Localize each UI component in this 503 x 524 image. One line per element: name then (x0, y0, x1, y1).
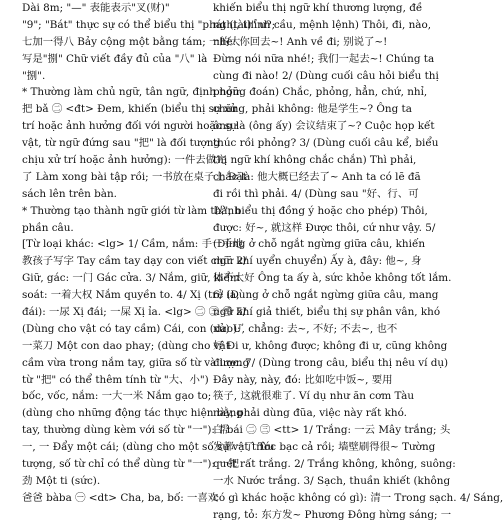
text-line: tay, thường dùng kèm với số từ "一"): 帮 (22, 424, 229, 437)
text-line: quét rất trắng. 2/ Trắng không, không, suông: (213, 458, 456, 471)
text-line: phỏng đoán) Chắc, phỏng, hẳn, chứ, nhỉ, (213, 86, 428, 99)
text-line: Đừng nói nữa nhé!; 我们一起去~! Chúng ta (213, 52, 435, 65)
text-line: khiến biểu thị ngữ khí thương lượng, đề (213, 2, 423, 14)
text-line: 一水 Nước trắng. 3/ Sạch, thuần khiết (không (213, 474, 451, 487)
text-line: * Thường tạo thành ngữ giới từ làm thành (22, 204, 241, 217)
text-line: Giữ, gác: 一门 Gác cửa. 3/ Nắm, giữ, kiểm (22, 272, 240, 285)
text-line: 筷子, 这就很难了. Ví dụ như ăn cơm Tàu (213, 390, 415, 403)
text-line: 一菜刀 Một con dao phay; (dùng cho vật (22, 339, 230, 352)
text-line: 发都一了 Tóc bạc cả rồi; 墙壁刷得很~ Tường (213, 441, 436, 454)
text-line: phần câu. (22, 221, 74, 234)
text-line: 七加一得八 Bảy cộng một bằng tám; 一的大 (22, 35, 241, 48)
text-line: 白 bái ㊁ ㊂ <tt> 1/ Trắng: 一云 Mây trắng; 头 (213, 424, 451, 437)
text-line: chắc là: 他大概已经去了~ Anh ta có lẽ đã (213, 170, 421, 183)
text-line: xử) Ư, chẳng: 去~, 不好; 不去~, 也不 (213, 322, 398, 335)
text-line: từ "把" có thể thêm tính từ "大、小") (22, 373, 209, 386)
right-column (200, 0, 503, 521)
text-line: 以", biểu thị đồng ý hoặc cho phép) Thôi, (213, 204, 428, 217)
text-line: 劲 Một ti (sức). (22, 474, 101, 487)
text-line: đái): 一尿 Xị đái; 一屎 Xị ỉa. <lg> ㊁ ㊂ ㊃ 5/ (22, 306, 247, 319)
text-line: chịu xử trí hoặc ảnh hưởng): 一件去做完 (22, 154, 227, 167)
text-line: (dùng cho những động tác thực hiện bằng (22, 407, 243, 420)
text-line: thúc rồi phỏng? 3/ (Dùng cuối câu kể, biểu (213, 137, 439, 150)
text-line: cùng đi nào! 2/ (Dùng cuối câu hỏi biểu thị (213, 69, 439, 82)
text-line: trí hoặc ảnh hưởng đối với người hoặc sự (22, 120, 237, 133)
text-line: 好 Đi ư, không được; không đi ư, cũng không (213, 339, 448, 352)
text-line: 一, 一 Đẩy một cái; (dùng cho một số sự vật trừu (22, 441, 275, 454)
text-line: có gì khác hoặc không có gì): 清一 Trong sạch. 4/ Sáng, (213, 491, 503, 504)
text-line: tượng, số từ chỉ có thể dùng từ "一"): 一把 (22, 458, 240, 471)
text-line: nghị, thỉnh cầu, mệnh lệnh) Thôi, đi, nào, (213, 18, 432, 31)
text-line: ngữ khí uyển chuyển) Ấy à, đây: 他~, 身 (213, 255, 422, 268)
text-line: (Dùng cho vật có tay cầm) Cái, con (dao): (22, 322, 241, 335)
text-line: cầm vừa trong nắm tay, giữa số từ và lượng (22, 356, 250, 369)
text-line: này, phải dùng đũa, việc này rất khó. (213, 407, 407, 420)
text-line: 教孩子写字 Tay cầm tay dạy con viết chữ. 2/ (22, 255, 247, 268)
text-line: đi rồi thì phải. 4/ (Dùng sau "好、行、可 (213, 187, 419, 200)
text-line: rạng, tỏ: 东方发~ Phương Đông hừng sáng; 一 (213, 508, 452, 521)
text-line: Dài 8m; "—" 表能表示"叉(财)" (22, 2, 170, 14)
text-line: ông là (ông ấy) 会议结束了~? Cuộc họp kết (213, 120, 435, 133)
text-line: 了 Làm xong bài tập rồi; 一书放在桌子上 Đặt (22, 170, 247, 183)
text-line: thị ngữ khí không chắc chắn) Thì phải, (213, 154, 417, 167)
text-line: "9"; "Bát" thực sự có thể biểu thị "phát (tài)" ư?; (22, 18, 276, 31)
text-line: 写是"捌" Chữ viết đầy đủ của "八" là (22, 52, 208, 65)
text-line: Đây này, này, đó: 比如吃中饭~, 要用 (213, 373, 393, 386)
text-line: ngữ khí giả thiết, biểu thị sự phân vân, khó (213, 306, 441, 319)
text-line: soát: 一着大权 Nắm quyền to. 4/ Xị (trẻ ia, (22, 289, 240, 302)
text-line: * Thường làm chủ ngữ, tân ngữ, định ngữ. (22, 86, 243, 99)
text-line: [Từ loại khác: <lg> 1/ Cầm, nắm: 手一手地 (22, 238, 244, 251)
text-line: 体不太好 Ông ta ấy à, sức khỏe không tốt lắm. (213, 272, 452, 285)
text-line: 6/ (Dùng ở chỗ ngắt ngừng giữa câu, mang (213, 289, 439, 302)
text-line: chăng, phải không: 他是学生~? Ông ta (213, 103, 412, 116)
text-line: nhé: 你回去~! Anh về đi; 别说了~! (213, 35, 388, 48)
text-line: được: 好~, 就这样 Được thôi, cứ như vậy. 5/ (213, 221, 436, 234)
text-line: sách lên trên bàn. (22, 187, 117, 200)
text-line: vật, từ ngữ đứng sau "把" là đối tượng (22, 137, 221, 150)
text-line: (Dùng ở chỗ ngắt ngừng giữa câu, khiến (213, 238, 426, 251)
text-line: được. 7/ (Dùng trong câu, biểu thị nêu ví dụ) (213, 356, 449, 369)
text-line: 把 bǎ ㊁ <đt> Đem, khiến (biểu thị sự xử (22, 103, 237, 116)
text-line: "捌". (22, 69, 46, 82)
text-line: 爸爸 bàba ㊀ <dt> Cha, ba, bố: 一喜欢 (22, 491, 219, 504)
text-line: bốc, vốc, nắm: 一大一米 Nắm gạo to; (22, 390, 212, 403)
